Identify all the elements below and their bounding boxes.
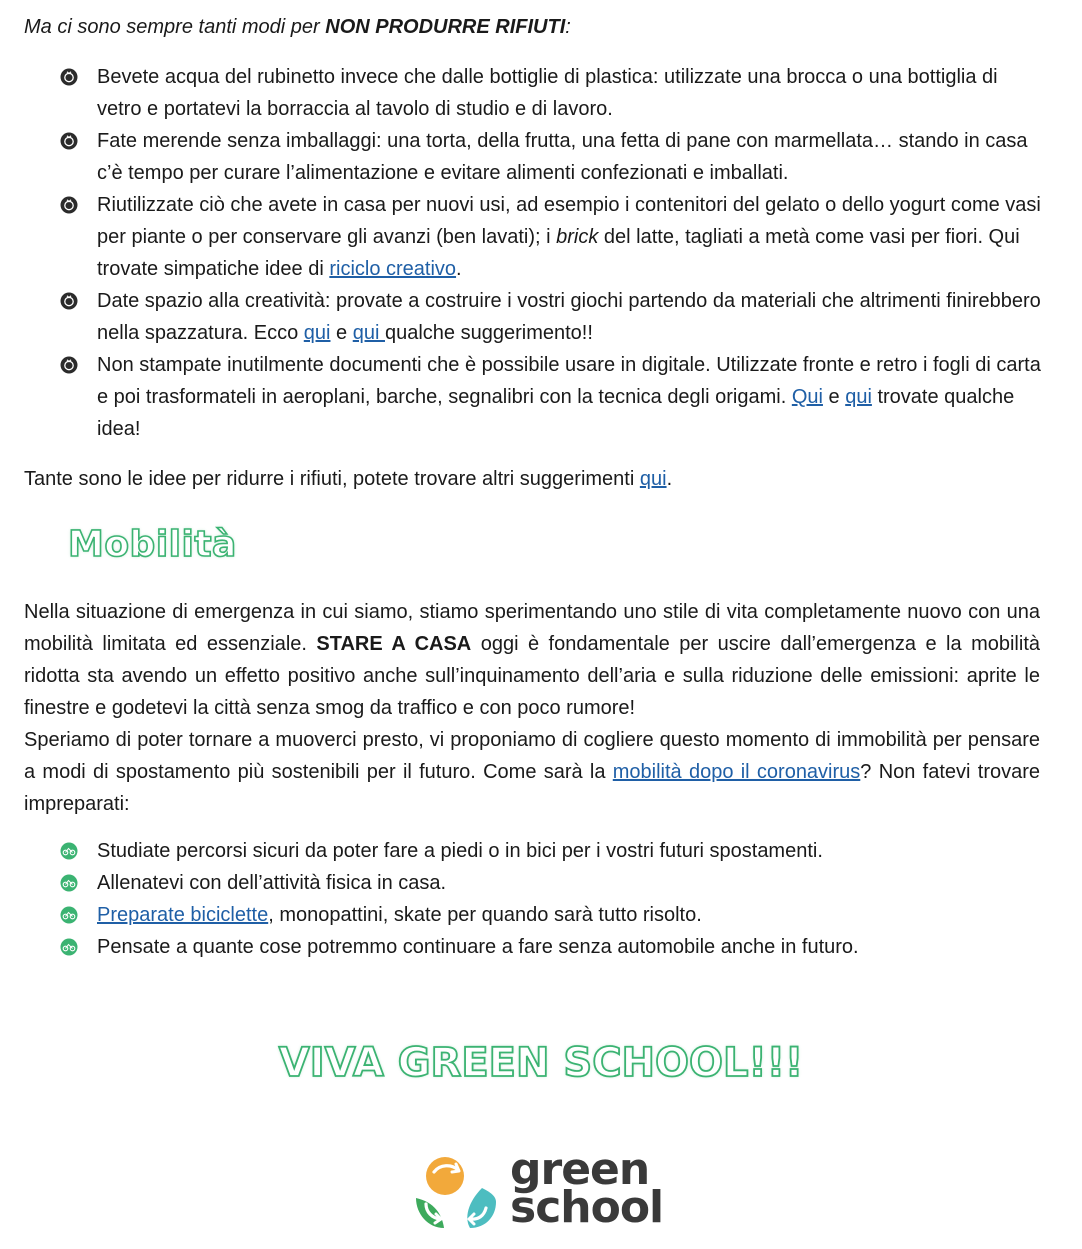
bike-bullet-icon (60, 938, 78, 956)
recycle-bullet-icon (60, 292, 78, 310)
intro-bold: NON PRODURRE RIFIUTI (325, 16, 566, 38)
recycle-bullet-icon (60, 132, 78, 150)
tip-italic: brick (556, 226, 599, 248)
green-school-leaf-icon (412, 1152, 504, 1232)
riciclo-creativo-link[interactable]: riciclo creativo (329, 258, 457, 280)
list-item (60, 285, 1045, 349)
logo-word-school: school (510, 1182, 664, 1233)
mobilita-coronavirus-link[interactable]: mobilità dopo il coronavirus (612, 761, 861, 783)
list-item (60, 867, 1045, 899)
tip-text: Non stampate inutilmente documenti che è possibile usare in digitale. Utilizzate fronte e retro i fogli di carta e poi trasformateli in aeroplani, barche, segnalibri con la tecnica degli origami. (97, 354, 1041, 408)
list-item (60, 899, 1045, 931)
tip-text: , monopattini, skate per quando sarà tutto risolto. (268, 904, 702, 926)
tip-text: e (330, 322, 353, 344)
tip-text: Fate merende senza imballaggi: una torta, della frutta, una fetta di pane con marmellata… stando in casa c’è tempo per curare l’alimentazione e evitare alimenti confezionati e imballati. (97, 130, 1028, 184)
list-item (60, 349, 1045, 445)
tip-text: trovate qualche idea! (97, 386, 1015, 440)
mobility-paragraph-2 (24, 724, 1040, 820)
outro-line (24, 463, 1040, 495)
green-school-logo (412, 1144, 672, 1234)
para-text: ? Non fatevi trovare impreparati: (24, 761, 1041, 815)
recycle-bullet-icon (60, 68, 78, 86)
origami-link-2[interactable]: qui (845, 386, 872, 408)
logo-word-green: green (510, 1144, 650, 1195)
tip-text: e (822, 386, 846, 408)
tip-text: Riutilizzate ciò che avete in casa per nuovi usi, ad esempio i contenitori del gelato o dello yogurt come vasi per piante o per conservare gli avanzi (ben lavati); i (97, 194, 1041, 248)
qui-link-2[interactable]: qui (352, 322, 385, 344)
para-bold: STARE A CASA (316, 633, 472, 655)
para-text: Nella situazione di emergenza in cui siamo, stiamo sperimentando uno stile di vita completamente nuovo con una mobilità limitata ed essenziale. (24, 601, 1040, 655)
mobility-heading: Mobilità (68, 524, 237, 565)
bike-bullet-icon (60, 842, 78, 860)
list-item (60, 125, 1045, 189)
list-item (60, 835, 1045, 867)
list-item (60, 189, 1045, 285)
intro-line (24, 12, 571, 42)
tip-text: . (456, 258, 462, 280)
list-item (60, 61, 1045, 125)
intro-suffix: : (565, 16, 571, 38)
preparate-biciclette-link[interactable]: Preparate biciclette (97, 904, 269, 926)
tip-text: Bevete acqua del rubinetto invece che dalle bottiglie di plastica: utilizzate una brocca o una bottiglia di vetro e portatevi la borraccia al tavolo di studio e di lavoro. (97, 66, 998, 120)
outro-end: . (666, 468, 673, 490)
tip-text: Studiate percorsi sicuri da poter fare a piedi o in bici per i vostri futuri spostamenti. (97, 840, 823, 862)
outro-qui-link[interactable]: qui (639, 468, 667, 490)
origami-link-1[interactable]: Qui (791, 386, 823, 408)
bike-bullet-icon (60, 906, 78, 924)
tip-text: qualche suggerimento!! (384, 322, 593, 344)
qui-link-1[interactable]: qui (303, 322, 331, 344)
waste-tips-list (60, 61, 1045, 445)
mobility-tips-list (60, 835, 1045, 963)
tip-text: Pensate a quante cose potremmo continuare a fare senza automobile anche in futuro. (97, 936, 859, 958)
closing-slogan: VIVA GREEN SCHOOL!!! (278, 1040, 804, 1086)
para-text: Speriamo di poter tornare a muoverci presto, vi proponiamo di cogliere questo momento di immobilità per pensare a modi di spostamento più sostenibili per il futuro. Come sarà la (24, 729, 1040, 783)
para-text: oggi è fondamentale per uscire dall’emergenza e la mobilità ridotta sta avendo un effetto positivo anche sull’inquinamento dell’aria e sulla riduzione delle emissioni: aprite le finestre e godetevi la città senza smog da traffico e con poco rumore! (24, 633, 1040, 719)
tip-text: Allenatevi con dell’attività fisica in casa. (97, 872, 447, 894)
intro-prefix: Ma ci sono sempre tanti modi per (24, 16, 326, 38)
bike-bullet-icon (60, 874, 78, 892)
recycle-bullet-icon (60, 196, 78, 214)
mobility-paragraph-1 (24, 596, 1040, 724)
outro-text: Tante sono le idee per ridurre i rifiuti, potete trovare altri suggerimenti (24, 468, 640, 490)
recycle-bullet-icon (60, 356, 78, 374)
tip-text: Date spazio alla creatività: provate a costruire i vostri giochi partendo da materiali che altrimenti finirebbero nella spazzatura. Ecco (97, 290, 1041, 344)
list-item (60, 931, 1045, 963)
tip-text: del latte, tagliati a metà come vasi per fiori. Qui trovate simpatiche idee di (97, 226, 1020, 280)
